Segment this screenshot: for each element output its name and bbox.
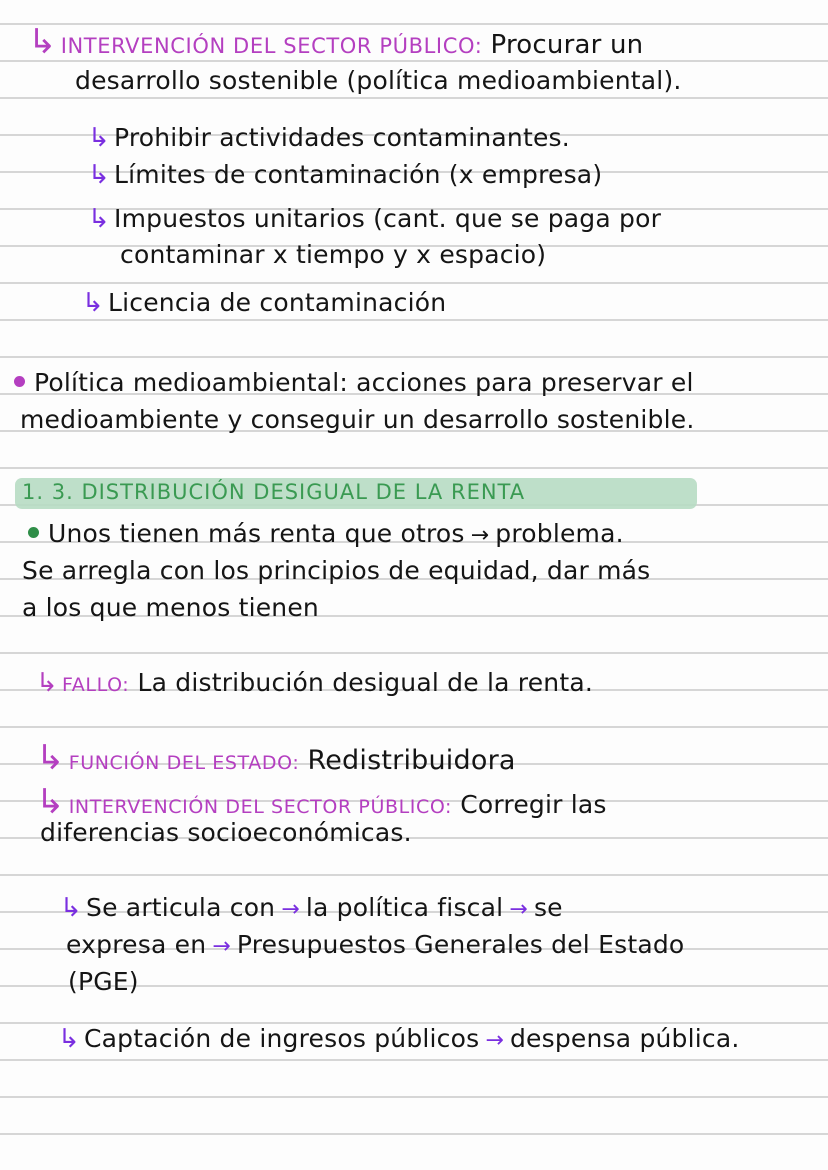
fiscal-text-c: se [533,893,563,922]
point-intervencion-continued: diferencias socioeconómicas. [40,818,412,847]
definition-line1 [14,368,694,397]
intro-text-a: Unos tienen más renta que otros [48,519,465,548]
right-arrow-icon: → [470,523,490,548]
sub-item-4 [82,288,446,318]
sub-item-text: Licencia de contaminación [108,288,447,317]
hook-arrow-icon: ↳ [36,738,65,778]
fiscal-line3: (PGE) [68,967,139,996]
revenue-text-a: Captación de ingresos públicos [84,1024,480,1053]
point-label: INTERVENCIÓN DEL SECTOR PÚBLICO: [68,796,453,818]
hook-arrow-icon: ↳ [82,288,104,318]
sub-item-text: Límites de contaminación (x empresa) [114,160,603,189]
intro-line3: a los que menos tienen [22,593,319,622]
intervention-label: INTERVENCIÓN DEL SECTOR PÚBLICO: [60,34,483,58]
point-intervencion [36,782,607,822]
hook-arrow-icon: ↳ [88,160,110,190]
fiscal-text-e: Presupuestos Generales del Estado [236,930,685,959]
fiscal-line1 [60,893,563,923]
sub-item-text: Prohibir actividades contaminantes. [114,123,570,152]
sub-item-2 [88,160,602,190]
sub-item-3 [88,204,661,234]
purple-bullet-icon [14,376,25,387]
revenue-line [58,1024,740,1054]
sub-item-1 [88,123,570,153]
green-bullet-icon [28,527,39,538]
hook-arrow-icon: ↳ [36,782,65,822]
hook-arrow-icon: ↳ [58,1024,80,1054]
point-fallo [36,668,593,698]
hook-arrow-icon: ↳ [36,668,58,698]
revenue-text-b: despensa pública. [509,1024,740,1053]
block1-heading-line [28,22,643,62]
intro-line2: Se arregla con los principios de equidad, dar más [22,556,651,585]
hook-arrow-icon: ↳ [28,22,57,62]
sub-item-3-continued: contaminar x tiempo y x espacio) [120,240,547,269]
section-title: DISTRIBUCIÓN DESIGUAL DE LA RENTA [81,480,526,504]
intro-line1 [28,519,624,548]
point-label: FALLO: [62,674,130,696]
section-number: 1. 3. [22,480,74,504]
block1-text-line1: Procurar un [490,30,644,60]
section-heading [22,480,525,504]
point-text: La distribución desigual de la renta. [137,668,594,697]
right-arrow-icon: → [485,1028,504,1053]
right-arrow-icon: → [212,934,231,959]
fiscal-line2 [66,930,684,959]
hook-arrow-icon: ↳ [88,123,110,153]
fiscal-text-b: la política fiscal [305,893,504,922]
sub-item-text: Impuestos unitarios (cant. que se paga por [114,204,662,233]
right-arrow-icon: → [509,897,528,922]
point-funcion-estado [36,738,516,778]
point-text: Corregir las [460,790,607,819]
hook-arrow-icon: ↳ [60,893,82,923]
fiscal-text-d: expresa en [66,930,207,959]
fiscal-text-a: Se articula con [86,893,276,922]
right-arrow-icon: → [281,897,300,922]
definition-line2: medioambiente y conseguir un desarrollo sostenible. [20,405,695,434]
definition-text: Política medioambiental: acciones para preservar el [34,368,694,397]
point-label: FUNCIÓN DEL ESTADO: [68,752,300,774]
hook-arrow-icon: ↳ [88,204,110,234]
point-text: Redistribuidora [307,745,516,776]
intro-text-b: problema. [495,519,624,548]
block1-text-line2: desarrollo sostenible (política medioambiental). [75,66,682,95]
